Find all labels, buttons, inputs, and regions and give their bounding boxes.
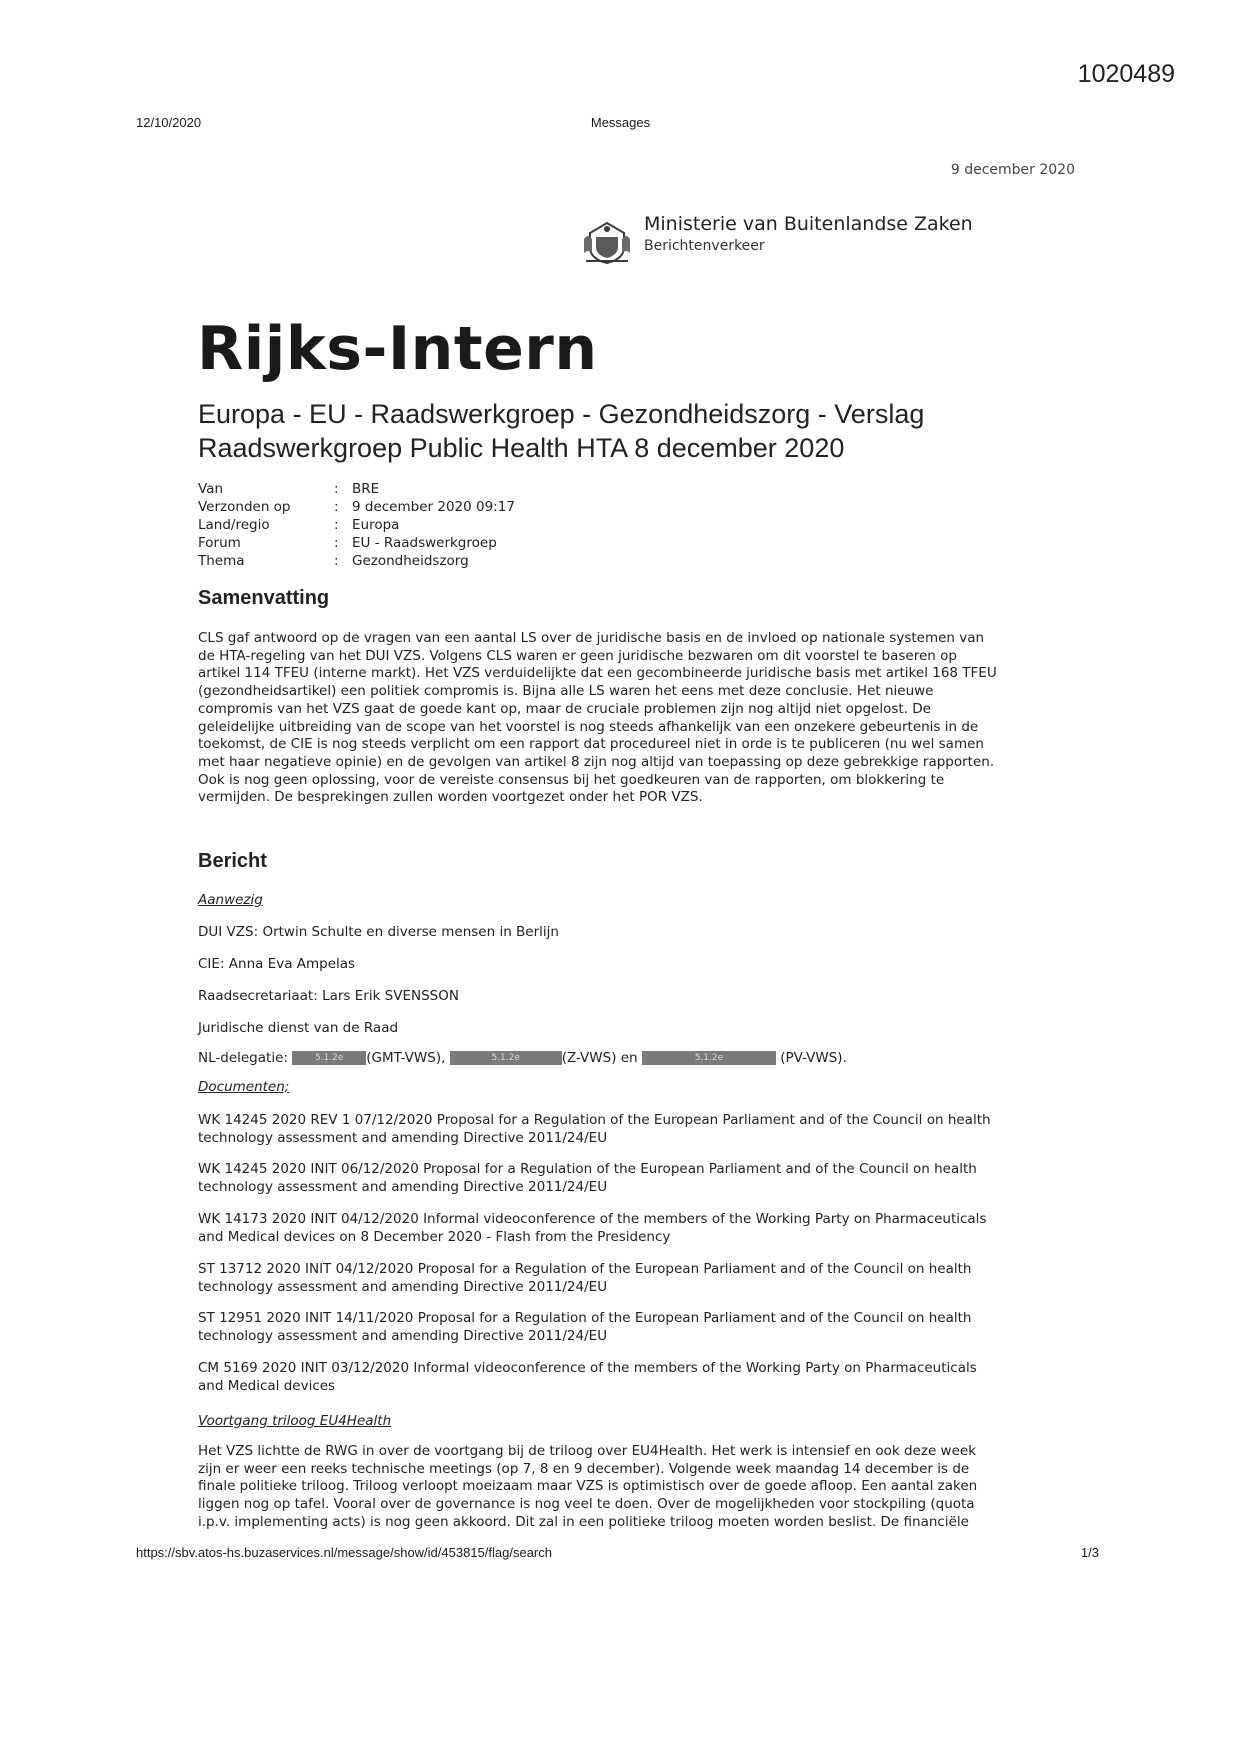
document-number: 1020489 <box>1077 60 1175 88</box>
aanwezig-item: DUI VZS: Ortwin Schulte en diverse mensen in Berlijn <box>198 924 559 940</box>
meta-key: Verzonden op <box>198 499 291 515</box>
bericht-heading: Bericht <box>198 850 267 872</box>
subject-line-1: Europa - EU - Raadswerkgroep - Gezondheidszorg - Verslag <box>198 399 925 429</box>
meta-row <box>198 498 515 516</box>
samenvatting-heading: Samenvatting <box>198 587 330 609</box>
meta-value: EU - Raadswerkgroep <box>352 535 497 551</box>
redaction-3: 5.1.2e <box>642 1051 776 1065</box>
aanwezig-label: Aanwezig <box>198 892 263 908</box>
meta-key: Forum <box>198 535 241 551</box>
samenvatting-line: artikel 114 TFEU (interne markt). Het VZS verduidelijkte dat een gecombineerde juridische basis met artikel 168 TFEU <box>198 665 997 682</box>
aanwezig-item: Raadsecretariaat: Lars Erik SVENSSON <box>198 988 459 1004</box>
voortgang-label: Voortgang triloog EU4Health <box>198 1413 392 1429</box>
document-item <box>198 1211 1063 1246</box>
meta-colon: : <box>334 535 339 551</box>
samenvatting-line: geleidelijke uitbreiding van de scope van het voorstel is nog steeds afhankelijk van een onzekere gebeurtenis in de <box>198 718 979 735</box>
document-item <box>198 1112 1063 1147</box>
meta-key: Van <box>198 481 224 497</box>
subject-line-2: Raadswerkgroep Public Health HTA 8 december 2020 <box>198 433 845 463</box>
samenvatting-line: vermijden. De besprekingen zullen worden voortgezet onder het POR VZS. <box>198 789 703 806</box>
meta-value: Europa <box>352 517 400 533</box>
voortgang-line: liggen nog op tafel. Vooral over de governance is nog veel te doen. Over de mogelijkheden voor stockpiling (quota <box>198 1496 975 1513</box>
voortgang-line: i.p.v. implementing acts) is nog geen akkoord. Dit zal in een politieke triloog moeten worden beslist. De financiële <box>198 1513 969 1530</box>
meta-colon: : <box>334 481 339 497</box>
meta-key: Land/regio <box>198 517 270 533</box>
ministry-subtitle: Berichtenverkeer <box>644 238 765 254</box>
document-item <box>198 1310 1063 1345</box>
document-item <box>198 1360 1063 1395</box>
nl-delegatie-part-1: (GMT-VWS), <box>366 1050 450 1066</box>
samenvatting-line: de HTA-regeling van het DUI VZS. Volgens CLS waren er geen juridische bezwaren om dit voorstel te baseren op <box>198 647 957 664</box>
meta-row <box>198 480 515 498</box>
meta-value: 9 december 2020 09:17 <box>352 499 515 515</box>
page-number: 1/3 <box>1080 1545 1099 1560</box>
samenvatting-line: (gezondheidsartikel) een politiek compromis is. Bijna alle LS waren het eens met deze conclusie. Het nieuwe <box>198 683 934 700</box>
nl-delegatie-part-2: (Z-VWS) en <box>561 1050 642 1066</box>
print-title: Messages <box>590 115 651 130</box>
redaction-2: 5.1.2e <box>450 1051 562 1065</box>
samenvatting-line: Ook is nog geen oplossing, voor de vereiste consensus bij het goedkeuren van de rapporten, om blokkering te <box>198 771 945 788</box>
document-item-line: ST 13712 2020 INIT 04/12/2020 Proposal for a Regulation of the European Parliament and of the Council on health <box>198 1261 972 1277</box>
nl-delegatie-part-3: (PV-VWS). <box>775 1050 847 1066</box>
meta-key: Thema <box>198 553 245 569</box>
redaction-1: 5.1.2e <box>292 1051 366 1065</box>
document-item-line: CM 5169 2020 INIT 03/12/2020 Informal videoconference of the members of the Working Party on Pharmaceuticals <box>198 1360 977 1376</box>
meta-row <box>198 552 515 570</box>
print-date: 12/10/2020 <box>136 115 202 130</box>
subject <box>198 397 1098 465</box>
document-item-line: WK 14245 2020 INIT 06/12/2020 Proposal for a Regulation of the European Parliament and of the Council on health <box>198 1161 977 1177</box>
aanwezig-item: CIE: Anna Eva Ampelas <box>198 956 356 972</box>
message-date: 9 december 2020 <box>950 162 1075 178</box>
meta-row <box>198 534 515 552</box>
voortgang-body <box>198 1443 1063 1532</box>
nl-delegatie-label: NL-delegatie: <box>198 1050 293 1066</box>
meta-colon: : <box>334 553 339 569</box>
meta-table <box>198 480 515 570</box>
meta-colon: : <box>334 517 339 533</box>
document-item-line: technology assessment and amending Directive 2011/24/EU <box>198 1129 608 1146</box>
crest-icon <box>582 219 632 265</box>
document-item-line: technology assessment and amending Directive 2011/24/EU <box>198 1327 608 1344</box>
meta-value: BRE <box>352 481 380 497</box>
aanwezig-item: Juridische dienst van de Raad <box>198 1020 399 1036</box>
samenvatting-line: toekomst, de CIE is nog steeds verplicht om een rapport dat procedureel niet in orde is te publiceren (nu wel samen <box>198 736 984 753</box>
samenvatting-body <box>198 630 1058 807</box>
documenten-label: Documenten; <box>198 1079 290 1095</box>
document-item-line: WK 14173 2020 INIT 04/12/2020 Informal videoconference of the members of the Working Party on Pharmaceuticals <box>198 1211 987 1227</box>
document-item <box>198 1261 1063 1296</box>
classification-title: Rijks-Intern <box>197 314 598 384</box>
document-item-line: and Medical devices <box>198 1377 336 1394</box>
meta-row <box>198 516 515 534</box>
document-item <box>198 1161 1063 1196</box>
samenvatting-line: met haar negatieve opinie) en de gevolgen van artikel 8 zijn nog altijd van toepassing op deze gebrekkige rapporten. <box>198 753 995 770</box>
samenvatting-line: CLS gaf antwoord op de vragen van een aantal LS over de juridische basis en de invloed op nationale systemen van <box>198 630 985 646</box>
document-item-line: WK 14245 2020 REV 1 07/12/2020 Proposal for a Regulation of the European Parliament and of the Council on health <box>198 1112 991 1128</box>
samenvatting-line: compromis van het VZS gaat de goede kant op, maar de cruciale problemen zijn nog altijd niet opgelost. De <box>198 700 931 717</box>
footer-url[interactable]: https://sbv.atos-hs.buzaservices.nl/message/show/id/453815/flag/search <box>136 1545 552 1560</box>
document-item-line: technology assessment and amending Directive 2011/24/EU <box>198 1278 608 1295</box>
ministry-name: Ministerie van Buitenlandse Zaken <box>644 213 973 235</box>
nl-delegatie <box>198 1050 1063 1068</box>
meta-value: Gezondheidszorg <box>352 553 469 569</box>
voortgang-line: finale politieke triloog. Triloog verloopt moeizaam maar VZS is optimistisch over de goede afloop. Een aantal zaken <box>198 1478 978 1495</box>
document-item-line: ST 12951 2020 INIT 14/11/2020 Proposal for a Regulation of the European Parliament and of the Council on health <box>198 1310 972 1326</box>
meta-colon: : <box>334 499 339 515</box>
voortgang-line: zijn er weer een reeks technische meetings (op 7, 8 en 9 december). Volgende week maandag 14 december is de <box>198 1460 970 1477</box>
voortgang-line: Het VZS lichtte de RWG in over de voortgang bij de triloog over EU4Health. Het werk is intensief en ook deze week <box>198 1443 977 1459</box>
document-item-line: technology assessment and amending Directive 2011/24/EU <box>198 1178 608 1195</box>
document-item-line: and Medical devices on 8 December 2020 - Flash from the Presidency <box>198 1228 671 1245</box>
